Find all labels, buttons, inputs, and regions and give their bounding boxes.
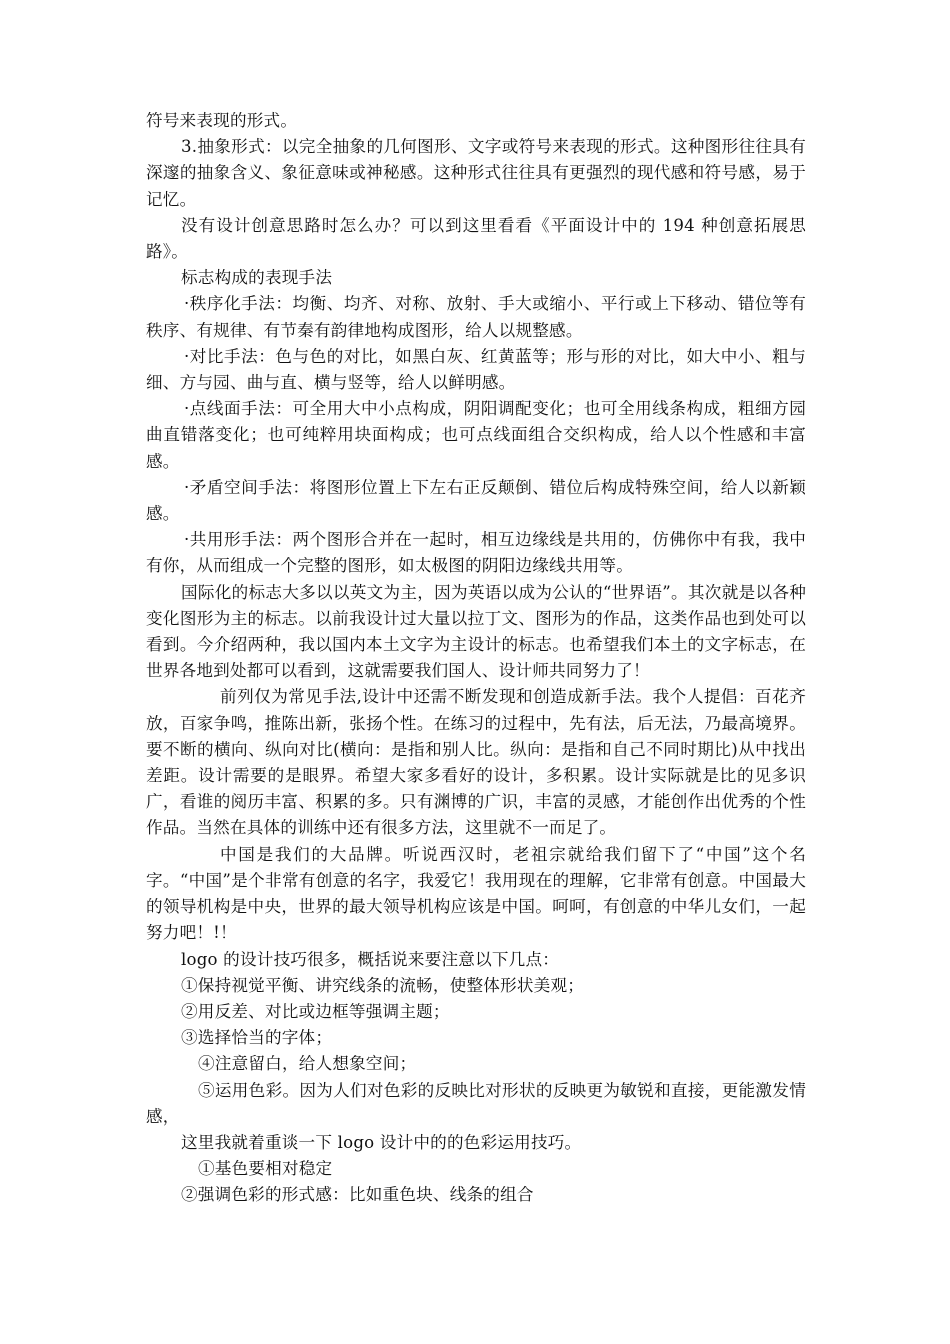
list-item: ①保持视觉平衡、讲究线条的流畅，使整体形状美观； (181, 975, 585, 995)
list-item: ④注意留白，给人想象空间； (198, 1054, 417, 1074)
list-item: ⑤运用色彩。因为人们对色彩的反映比对形状的反映更为敏锐和直接，更能激发情感， (146, 1080, 806, 1126)
bullet-item: ·秩序化手法：均衡、均齐、对称、放射、手大或缩小、平行或上下移动、错位等有秩序、有规律、有节秦有韵律地构成图形，给人以规整感。 (146, 294, 806, 340)
section-heading: 标志构成的表现手法 (181, 268, 333, 288)
list-item: ①基色要相对稳定 (198, 1159, 333, 1179)
paragraph: 中国是我们的大品牌。听说西汉时，老祖宗就给我们留下了“中国”这个名字。“中国”是个非常有创意的名字，我爱它！我用现在的理解，它非常有创意。中国最大的领导机构是中央，世界的最大领导机构应该是中国。呵呵，有创意的中华儿女们，一起努力吧！!！ (146, 844, 806, 943)
paragraph: 前列仅为常见手法,设计中还需不断发现和创造成新手法。我个人提倡：百花齐放，百家争鸣，推陈出新，张扬个性。在练习的过程中，先有法，后无法，乃最高境界。要不断的横向、纵向对比(横向：是指和别人比。纵向：是指和自己不同时期比)从中找出差距。设计需要的是眼界。希望大家多看好的设计，多积累。设计实际就是比的见多识广，看谁的阅历丰富、积累的多。只有渊博的广识，丰富的灵感，才能创作出优秀的个性作品。当然在具体的训练中还有很多方法，这里就不一而足了。 (146, 687, 806, 838)
paragraph: 这里我就着重谈一下 logo 设计中的的色彩运用技巧。 (181, 1132, 582, 1152)
paragraph: 符号来表现的形式。 (146, 111, 298, 130)
list-item: ②用反差、对比或边框等强调主题； (181, 1001, 450, 1021)
bullet-item: ·矛盾空间手法：将图形位置上下左右正反颠倒、错位后构成特殊空间，给人以新颖感。 (146, 477, 806, 524)
paragraph: 没有设计创意思路时怎么办？可以到这里看看《平面设计中的 194 种创意拓展思路》。 (146, 215, 806, 262)
document-page (146, 108, 806, 1209)
paragraph: 3.抽象形式：以完全抽象的几何图形、文字或符号来表现的形式。这种图形往往具有深邃的抽象含义、象征意味或神秘感。这种形式往往具有更强烈的现代感和符号感，易于记忆。 (146, 137, 806, 209)
paragraph: logo 的设计技巧很多，概括说来要注意以下几点： (181, 949, 560, 969)
bullet-item: ·点线面手法：可全用大中小点构成，阴阳调配变化；也可全用线条构成，粗细方园曲直错落变化；也可纯粹用块面构成；也可点线面组合交织构成，给人以个性感和丰富感。 (146, 399, 806, 471)
list-item: ③选择恰当的字体； (181, 1028, 333, 1048)
bullet-item: ·对比手法：色与色的对比，如黑白灰、红黄蓝等；形与形的对比，如大中小、粗与细、方与园、曲与直、横与竖等，给人以鲜明感。 (146, 346, 806, 393)
list-item: ②强调色彩的形式感：比如重色块、线条的组合 (181, 1185, 534, 1205)
bullet-item: ·共用形手法：两个图形合并在一起时，相互边缘线是共用的，仿佛你中有我，我中有你，从而组成一个完整的图形，如太极图的阴阳边缘线共用等。 (146, 530, 806, 576)
paragraph: 国际化的标志大多以以英文为主，因为英语以成为公认的“世界语”。其次就是以各种变化图形为主的标志。以前我设计过大量以拉丁文、图形为的作品，这类作品也到处可以看到。今介绍两种，我以国内本土文字为主设计的标志。也希望我们本土的文字标志，在世界各地到处都可以看到，这就需要我们国人、设计师共同努力了！ (146, 582, 806, 681)
